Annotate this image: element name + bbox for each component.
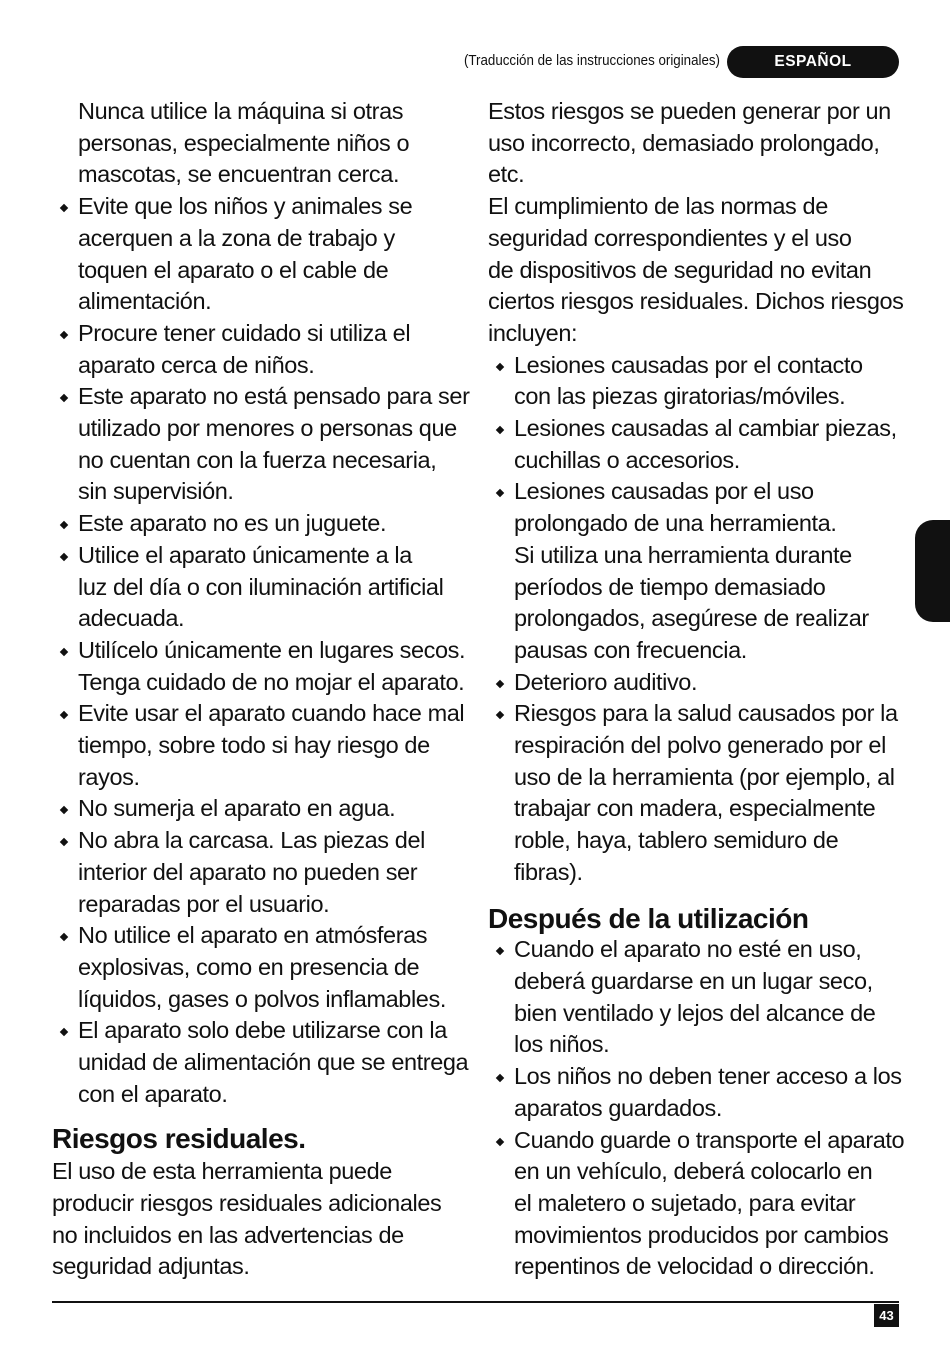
text-line: repentinos de velocidad o dirección.	[514, 1253, 875, 1280]
text-line: cuchillas o accesorios.	[514, 446, 740, 473]
text-line: de dispositivos de seguridad no evitan	[488, 256, 872, 283]
text-line: Si utiliza una herramienta durante	[514, 541, 852, 568]
bullet-item	[52, 920, 467, 1015]
residual-risks-heading: Riesgos residuales.	[52, 1122, 306, 1154]
text-line: producir riesgos residuales adicionales	[52, 1189, 442, 1216]
text-line: utilizado por menores o personas que	[78, 415, 457, 442]
bullet-first-line: Este aparato no es un juguete.	[78, 508, 467, 540]
text-line: alimentación.	[78, 288, 212, 315]
after-use-bullet-list	[488, 934, 903, 1283]
text-line: prolongados, asegúrese de realizar	[514, 605, 869, 632]
text-line: en un vehículo, deberá colocarlo en	[514, 1158, 873, 1185]
bullet-item	[488, 667, 903, 699]
text-line: deberá guardarse en un lugar seco,	[514, 967, 873, 994]
text-line: los niños.	[514, 1031, 610, 1058]
residual-risks-paragraph	[52, 1156, 467, 1283]
bullet-item	[488, 934, 903, 1061]
bullet-item	[52, 540, 467, 635]
bullet-first-line: Deterioro auditivo.	[514, 667, 903, 699]
bullet-first-line: Evite usar el aparato cuando hace mal	[78, 698, 467, 730]
bullet-item	[488, 350, 903, 413]
text-line: personas, especialmente niños o	[78, 129, 410, 156]
footer-rule	[52, 1301, 899, 1303]
bullet-first-line: Lesiones causadas al cambiar piezas,	[514, 413, 903, 445]
bullet-item	[52, 698, 467, 793]
bullet-item	[488, 1061, 903, 1124]
text-line: prolongado de una herramienta.	[514, 510, 837, 537]
text-line: con el aparato.	[78, 1080, 228, 1107]
text-line: seguridad correspondientes y el uso	[488, 224, 852, 251]
text-line: Estos riesgos se pueden generar por un	[488, 98, 891, 124]
bullet-item	[52, 825, 467, 920]
text-line: unidad de alimentación que se entrega	[78, 1049, 469, 1076]
text-line: tiempo, sobre todo si hay riesgo de	[78, 732, 430, 759]
language-tab: ESPAÑOL	[727, 46, 899, 78]
bullet-first-line: No utilice el aparato en atmósferas	[78, 920, 467, 952]
text-line: con las piezas giratorias/móviles.	[514, 383, 846, 410]
bullet-item	[488, 413, 903, 476]
bullet-item	[52, 635, 467, 698]
text-line: ciertos riesgos residuales. Dichos riesgos	[488, 288, 904, 315]
text-line: explosivas, como en presencia de	[78, 953, 420, 980]
bullet-first-line: Cuando guarde o transporte el aparato	[514, 1125, 903, 1157]
text-line: El cumplimiento de las normas de	[488, 193, 828, 220]
text-line: pausas con frecuencia.	[514, 636, 747, 663]
text-line: trabajar con madera, especialmente	[514, 795, 876, 822]
text-line: roble, haya, tablero semiduro de	[514, 827, 839, 854]
text-line: bien ventilado y lejos del alcance de	[514, 999, 876, 1026]
text-line: seguridad adjuntas.	[52, 1253, 250, 1280]
right-bullet-list	[488, 350, 903, 889]
bullet-first-line: Utilice el aparato únicamente a la	[78, 540, 467, 572]
bullet-item	[52, 381, 470, 508]
left-column	[52, 96, 470, 1283]
bullet-first-line: No sumerja el aparato en agua.	[78, 793, 467, 825]
text-line: rayos.	[78, 763, 140, 790]
text-line: períodos de tiempo demasiado	[514, 573, 826, 600]
bullet-item	[488, 698, 903, 888]
text-line: uso incorrecto, demasiado prolongado,	[488, 129, 880, 156]
text-line: acerquen a la zona de trabajo y	[78, 224, 395, 251]
bullet-item	[52, 191, 467, 318]
bullet-first-line: Utilícelo únicamente en lugares secos.	[78, 635, 467, 667]
text-line: movimientos producidos por cambios	[514, 1221, 889, 1248]
bullet-item	[52, 1015, 467, 1110]
bullet-item	[52, 793, 467, 825]
bullet-first-line: Lesiones causadas por el uso	[514, 476, 903, 508]
text-line: reparadas por el usuario.	[78, 890, 330, 917]
left-bullet-list	[52, 191, 470, 1110]
text-line: no cuentan con la fuerza necesaria,	[78, 446, 437, 473]
translation-note: (Traducción de las instrucciones originales)	[463, 53, 720, 69]
text-line: uso de la herramienta (por ejemplo, al	[514, 763, 895, 790]
bullet-first-line: El aparato solo debe utilizarse con la	[78, 1015, 467, 1047]
bullet-first-line: Los niños no deben tener acceso a los	[514, 1061, 903, 1093]
text-line: no incluidos en las advertencias de	[52, 1221, 404, 1248]
text-line: respiración del polvo generado por el	[514, 732, 886, 759]
text-line: líquidos, gases o polvos inflamables.	[78, 985, 446, 1012]
section-thumb-tab	[915, 520, 950, 622]
text-line: toquen el aparato o el cable de	[78, 256, 389, 283]
text-line: etc.	[488, 161, 525, 188]
bullet-first-line: Procure tener cuidado si utiliza el	[78, 318, 467, 350]
left-intro-paragraph	[52, 96, 467, 191]
text-line: sin supervisión.	[78, 478, 234, 505]
text-line: mascotas, se encuentran cerca.	[78, 161, 400, 188]
text-line: aparatos guardados.	[514, 1094, 722, 1121]
bullet-first-line: Cuando el aparato no esté en uso,	[514, 934, 903, 966]
text-line: el maletero o sujetado, para evitar	[514, 1189, 856, 1216]
text-line: Tenga cuidado de no mojar el aparato.	[78, 668, 465, 695]
after-use-heading: Después de la utilización	[488, 902, 809, 934]
text-line: El uso de esta herramienta puede	[52, 1158, 392, 1185]
page-number: 43	[874, 1304, 899, 1327]
text-line: interior del aparato no pueden ser	[78, 858, 418, 885]
text-line: incluyen:	[488, 319, 578, 346]
bullet-item	[488, 1125, 903, 1284]
text-line: adecuada.	[78, 605, 185, 632]
bullet-item	[52, 508, 467, 540]
text-line: Nunca utilice la máquina si otras	[78, 98, 404, 124]
bullet-first-line: Lesiones causadas por el contacto	[514, 350, 903, 382]
right-column	[488, 96, 903, 1283]
text-line: aparato cerca de niños.	[78, 351, 315, 378]
bullet-first-line: Este aparato no está pensado para ser	[78, 381, 467, 413]
bullet-first-line: Riesgos para la salud causados por la	[514, 698, 903, 730]
bullet-item	[52, 318, 467, 381]
right-intro-paragraph	[488, 96, 903, 350]
text-line: luz del día o con iluminación artificial	[78, 573, 444, 600]
bullet-first-line: No abra la carcasa. Las piezas del	[78, 825, 467, 857]
bullet-first-line: Evite que los niños y animales se	[78, 191, 467, 223]
text-line: fibras).	[514, 858, 583, 885]
bullet-item	[488, 476, 903, 666]
